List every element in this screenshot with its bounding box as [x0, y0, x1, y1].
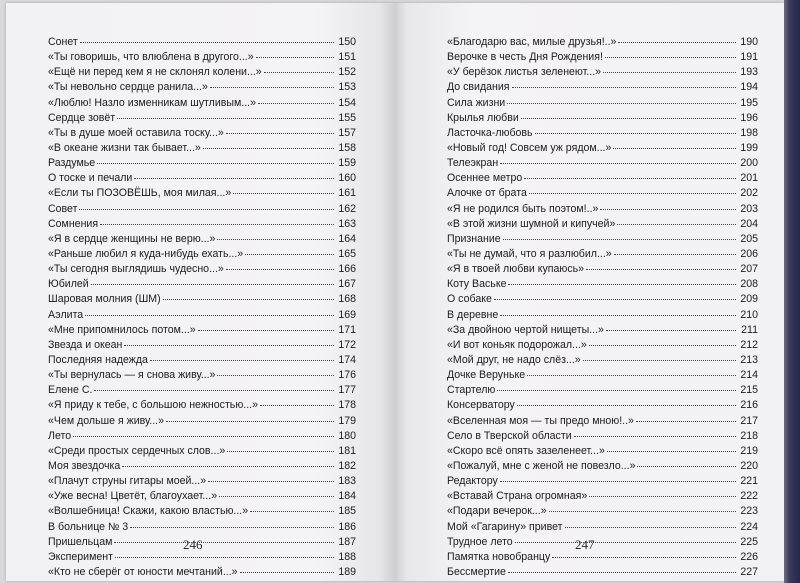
- toc-entry-title: Шаровая молния (ШМ): [48, 293, 161, 306]
- left-page: [6, 3, 395, 581]
- dot-leader: [208, 481, 334, 482]
- dot-leader: [130, 527, 334, 528]
- toc-entry-page: 162: [338, 202, 356, 215]
- toc-entry: [447, 202, 758, 217]
- dot-leader: [134, 178, 334, 179]
- toc-entry-page: 151: [338, 51, 356, 64]
- dot-leader: [117, 118, 334, 119]
- toc-list-right: [447, 35, 758, 580]
- dot-leader: [245, 254, 334, 255]
- toc-entry-page: 171: [338, 323, 356, 336]
- toc-entry: [447, 50, 758, 65]
- toc-entry-page: 176: [338, 369, 356, 382]
- dot-leader: [605, 57, 736, 58]
- dot-leader: [586, 269, 736, 270]
- toc-entry: [48, 353, 356, 368]
- toc-entry: [447, 126, 758, 141]
- toc-entry-page: 177: [338, 384, 356, 397]
- toc-entry: [48, 489, 356, 504]
- toc-entry-title: Верочке в честь Дня Рождения!: [447, 51, 603, 64]
- toc-entry: [447, 232, 758, 247]
- toc-entry-page: 225: [740, 535, 758, 548]
- toc-entry: [48, 414, 356, 429]
- toc-entry-title: Пришельцам: [48, 535, 113, 548]
- toc-entry-page: 210: [740, 308, 758, 321]
- toc-entry-title: «Волшебница! Скажи, какою властью...»: [48, 505, 249, 518]
- toc-entry: [48, 171, 356, 186]
- dot-leader: [122, 466, 334, 467]
- toc-entry-title: Крылья любви: [447, 111, 519, 124]
- dot-leader: [494, 299, 736, 300]
- dot-leader: [226, 133, 334, 134]
- toc-entry: [447, 504, 758, 519]
- dot-leader: [73, 436, 334, 437]
- toc-entry-title: «Ты не думай, что я разлюбил...»: [447, 247, 612, 260]
- toc-entry-page: 195: [740, 96, 758, 109]
- toc-entry-page: 179: [338, 414, 356, 427]
- toc-entry-title: Алочке от брата: [447, 187, 527, 200]
- toc-entry-title: «Ещё ни перед кем я не склонял колени...»: [48, 66, 262, 79]
- toc-entry-page: 152: [338, 66, 356, 79]
- dot-leader: [85, 315, 334, 316]
- toc-entry-page: 214: [740, 369, 758, 382]
- toc-entry-title: Признание: [447, 232, 501, 245]
- dot-leader: [603, 72, 736, 73]
- toc-entry: [48, 186, 356, 201]
- toc-entry-page: 164: [338, 232, 356, 245]
- toc-entry-page: 200: [740, 157, 758, 170]
- dot-leader: [589, 496, 736, 497]
- toc-entry-page: 172: [338, 338, 356, 351]
- dot-leader: [210, 87, 334, 88]
- toc-entry: [447, 96, 758, 111]
- toc-entry-title: «Ты вернулась — я снова живу...»: [48, 369, 216, 382]
- toc-entry-page: 191: [740, 51, 758, 64]
- dot-leader: [233, 193, 334, 194]
- toc-entry: [447, 141, 758, 156]
- toc-entry-page: 155: [338, 111, 356, 124]
- toc-entry: [48, 126, 356, 141]
- toc-entry-page: 174: [338, 353, 356, 366]
- toc-entry: [48, 459, 356, 474]
- toc-entry-page: 226: [740, 550, 758, 563]
- dot-leader: [512, 87, 736, 88]
- toc-entry: [447, 247, 758, 262]
- toc-entry: [447, 565, 758, 580]
- toc-entry-page: 182: [338, 459, 356, 472]
- dot-leader: [217, 239, 334, 240]
- toc-entry: [447, 338, 758, 353]
- toc-entry: [447, 474, 758, 489]
- toc-entry: [447, 186, 758, 201]
- page-number-right: 247: [575, 537, 595, 552]
- toc-entry-title: Сердце зовёт: [48, 111, 116, 124]
- dot-leader: [617, 224, 736, 225]
- toc-entry-page: 160: [338, 172, 356, 185]
- toc-entry-page: 216: [740, 399, 758, 412]
- toc-entry-title: «Люблю! Назло изменникам шутливым...»: [48, 96, 257, 109]
- toc-entry-page: 190: [740, 36, 758, 48]
- toc-entry-page: 167: [338, 278, 356, 291]
- toc-entry-title: Трудное лето: [447, 535, 513, 548]
- toc-entry-page: 194: [740, 81, 758, 94]
- toc-entry: [447, 368, 758, 383]
- toc-entry-title: Осеннее метро: [447, 172, 523, 185]
- toc-entry-title: Телеэкран: [447, 157, 499, 170]
- dot-leader: [637, 466, 736, 467]
- toc-entry: [447, 444, 758, 459]
- toc-entry-title: «Скоро всё опять зазеленеет...»: [447, 444, 605, 457]
- toc-entry-page: 227: [740, 565, 758, 578]
- toc-entry-title: В больнице № 3: [48, 520, 129, 533]
- toc-entry-title: Звезда и океан: [48, 338, 123, 351]
- toc-entry-page: 196: [740, 111, 758, 124]
- right-page: [395, 3, 784, 581]
- book-cover-edge: [784, 0, 800, 583]
- toc-entry: [447, 535, 758, 550]
- dot-leader: [226, 269, 334, 270]
- dot-leader: [240, 572, 334, 573]
- toc-entry-page: 158: [338, 141, 356, 154]
- toc-entry-title: «Пожалуй, мне с женой не повезло...»: [447, 459, 636, 472]
- toc-entry-page: 219: [740, 444, 758, 457]
- dot-leader: [503, 239, 736, 240]
- toc-entry: [447, 277, 758, 292]
- toc-entry-page: 180: [338, 429, 356, 442]
- toc-entry-page: 212: [740, 338, 758, 351]
- toc-entry: [48, 65, 356, 80]
- dot-leader: [260, 405, 334, 406]
- toc-entry-page: 215: [740, 384, 758, 397]
- toc-entry-title: Юбилей: [48, 278, 89, 291]
- toc-entry-page: 188: [338, 550, 356, 563]
- dot-leader: [574, 436, 736, 437]
- toc-entry-page: 220: [740, 459, 758, 472]
- toc-entry: [48, 292, 356, 307]
- toc-entry-page: 187: [338, 535, 356, 548]
- toc-entry-page: 211: [741, 323, 758, 336]
- toc-entry: [48, 429, 356, 444]
- toc-entry-page: 221: [740, 475, 758, 488]
- toc-entry-title: «Раньше любил я куда-нибудь ехать...»: [48, 247, 244, 260]
- toc-entry: [447, 383, 758, 398]
- toc-entry-title: Последняя надежда: [48, 353, 148, 366]
- toc-entry-page: 217: [740, 414, 758, 427]
- dot-leader: [583, 360, 736, 361]
- toc-entry-page: 202: [740, 187, 758, 200]
- toc-entry-page: 206: [740, 247, 758, 260]
- toc-entry-title: Село в Тверской области: [447, 429, 572, 442]
- toc-entry: [48, 398, 356, 413]
- toc-entry-page: 184: [338, 490, 356, 503]
- toc-entry-title: «Среди простых сердечных слов...»: [48, 444, 226, 457]
- toc-entry: [48, 383, 356, 398]
- toc-entry-page: 153: [338, 81, 356, 94]
- dot-leader: [549, 511, 736, 512]
- toc-entry: [447, 398, 758, 413]
- dot-leader: [114, 542, 334, 543]
- toc-entry-title: «Я в твоей любви купаюсь»: [447, 263, 585, 276]
- dot-leader: [607, 451, 736, 452]
- toc-entry: [48, 474, 356, 489]
- toc-entry-title: Раздумье: [48, 157, 96, 170]
- toc-entry-page: 222: [740, 490, 758, 503]
- toc-entry-title: «Мой друг, не надо слёз...»: [447, 353, 581, 366]
- toc-entry: [48, 338, 356, 353]
- dot-leader: [80, 42, 334, 43]
- toc-entry-title: «Мне припомнилось потом...»: [48, 323, 196, 336]
- toc-entry-title: Лето: [48, 429, 72, 442]
- toc-entry: [447, 459, 758, 474]
- toc-entry-title: «Подари вечерок...»: [447, 505, 547, 518]
- toc-entry: [447, 323, 758, 338]
- toc-entry: [447, 308, 758, 323]
- dot-leader: [614, 254, 736, 255]
- toc-entry: [447, 111, 758, 126]
- dot-leader: [97, 163, 334, 164]
- toc-entry: [48, 308, 356, 323]
- toc-entry-page: 203: [740, 202, 758, 215]
- toc-entry-page: 204: [740, 217, 758, 230]
- dot-leader: [500, 315, 736, 316]
- dot-leader: [565, 527, 736, 528]
- dot-leader: [589, 345, 736, 346]
- toc-entry: [48, 520, 356, 535]
- toc-entry: [447, 489, 758, 504]
- toc-entry-page: 181: [338, 444, 356, 457]
- dot-leader: [508, 284, 736, 285]
- toc-entry-title: «У берёзок листья зеленеют...»: [447, 66, 602, 79]
- dot-leader: [618, 42, 736, 43]
- toc-entry-page: 183: [338, 475, 356, 488]
- dot-leader: [515, 542, 736, 543]
- dot-leader: [636, 421, 736, 422]
- toc-entry: [447, 65, 758, 80]
- dot-leader: [100, 224, 334, 225]
- toc-entry: [447, 217, 758, 232]
- toc-entry-page: 218: [740, 429, 758, 442]
- dot-leader: [198, 330, 334, 331]
- toc-entry: [48, 80, 356, 95]
- dot-leader: [79, 209, 334, 210]
- toc-entry-page: 201: [740, 172, 758, 185]
- toc-entry-title: «За двойною чертой нищеты...»: [447, 323, 604, 336]
- toc-entry: [48, 111, 356, 126]
- toc-entry: [48, 50, 356, 65]
- dot-leader: [529, 193, 736, 194]
- toc-entry-page: 161: [338, 187, 356, 200]
- toc-entry-page: 165: [338, 247, 356, 260]
- toc-entry-page: 193: [740, 66, 758, 79]
- dot-leader: [124, 345, 334, 346]
- dot-leader: [527, 375, 736, 376]
- toc-entry: [447, 171, 758, 186]
- toc-entry: [447, 550, 758, 565]
- dot-leader: [500, 481, 736, 482]
- toc-entry-title: Стартелю: [447, 384, 496, 397]
- dot-leader: [552, 557, 736, 558]
- toc-entry: [48, 262, 356, 277]
- toc-entry: [48, 277, 356, 292]
- dot-leader: [219, 496, 334, 497]
- dot-leader: [166, 421, 334, 422]
- toc-entry-title: «В океане жизни так бывает...»: [48, 141, 201, 154]
- toc-entry-page: 209: [740, 293, 758, 306]
- dot-leader: [256, 57, 334, 58]
- toc-entry: [447, 353, 758, 368]
- toc-entry-title: Сила жизни: [447, 96, 506, 109]
- toc-entry-page: 154: [338, 96, 356, 109]
- dot-leader: [535, 133, 736, 134]
- toc-entry-title: «Ты в душе моей оставила тоску...»: [48, 126, 224, 139]
- toc-entry-title: Редактору: [447, 475, 498, 488]
- dot-leader: [264, 72, 334, 73]
- toc-entry-page: 169: [338, 308, 356, 321]
- toc-entry: [447, 520, 758, 535]
- toc-entry-title: О тоске и печали: [48, 172, 133, 185]
- toc-entry: [48, 96, 356, 111]
- dot-leader: [94, 390, 334, 391]
- dot-leader: [500, 163, 736, 164]
- toc-entry-title: До свидания: [447, 81, 510, 94]
- toc-entry-title: Коту Ваське: [447, 278, 507, 291]
- toc-entry: [447, 156, 758, 171]
- toc-entry: [48, 444, 356, 459]
- toc-entry-title: Совет: [48, 202, 78, 215]
- dot-leader: [150, 360, 334, 361]
- toc-entry: [48, 141, 356, 156]
- dot-leader: [606, 330, 736, 331]
- toc-entry-title: «Я приду к тебе, с большою нежностью...»: [48, 399, 258, 412]
- toc-entry: [48, 202, 356, 217]
- toc-entry-title: «Благодарю вас, милые друзья!..»: [447, 36, 617, 48]
- toc-entry-title: В деревне: [447, 308, 499, 321]
- toc-list-left: [48, 35, 356, 580]
- dot-leader: [507, 103, 736, 104]
- toc-entry-page: 168: [338, 293, 356, 306]
- toc-entry-title: Моя звездочка: [48, 459, 121, 472]
- page-number-left: 246: [183, 537, 203, 552]
- toc-entry-title: Мой «Гагарину» привет: [447, 520, 563, 533]
- toc-entry-page: 189: [338, 565, 356, 578]
- toc-entry: [447, 414, 758, 429]
- dot-leader: [497, 390, 736, 391]
- dot-leader: [613, 148, 736, 149]
- toc-entry-title: Ласточка-любовь: [447, 126, 533, 139]
- toc-entry-title: Елене С.: [48, 384, 93, 397]
- toc-entry-page: 159: [338, 157, 356, 170]
- toc-entry-title: Бессмертие: [447, 565, 506, 578]
- dot-leader: [250, 511, 334, 512]
- toc-entry-page: 208: [740, 278, 758, 291]
- toc-entry-title: «Если ты ПОЗОВЁШЬ, моя милая...»: [48, 187, 232, 200]
- toc-entry: [48, 35, 356, 50]
- toc-entry-page: 186: [338, 520, 356, 533]
- toc-entry-title: «Уже весна! Цветёт, благоухает...»: [48, 490, 218, 503]
- dot-leader: [258, 103, 334, 104]
- toc-entry-page: 223: [740, 505, 758, 518]
- dot-leader: [227, 451, 334, 452]
- toc-entry: [447, 292, 758, 307]
- toc-entry-page: 166: [338, 263, 356, 276]
- toc-entry-page: 157: [338, 126, 356, 139]
- toc-entry-page: 205: [740, 232, 758, 245]
- toc-entry-title: Аэлита: [48, 308, 84, 321]
- toc-entry-title: «Новый год! Совсем уж рядом...»: [447, 141, 612, 154]
- toc-entry-page: 185: [338, 505, 356, 518]
- dot-leader: [163, 299, 334, 300]
- toc-entry: [48, 323, 356, 338]
- toc-entry-title: Эксперимент: [48, 550, 113, 563]
- toc-entry: [48, 368, 356, 383]
- toc-entry: [48, 156, 356, 171]
- toc-entry-title: «Кто не сберёг от юности мечтаний...»: [48, 565, 238, 578]
- toc-entry-title: «В этой жизни шумной и кипучей»: [447, 217, 616, 230]
- toc-entry: [447, 35, 758, 50]
- toc-entry-title: «Я в сердце женщины не верю...»: [48, 232, 216, 245]
- dot-leader: [91, 284, 334, 285]
- toc-entry-title: «Ты невольно сердце ранила...»: [48, 81, 208, 94]
- book-spread: [6, 3, 784, 581]
- toc-entry-page: 198: [740, 126, 758, 139]
- toc-entry-page: 163: [338, 217, 356, 230]
- toc-entry-page: 199: [740, 141, 758, 154]
- dot-leader: [217, 375, 334, 376]
- toc-entry-title: «Чем дольше я живу...»: [48, 414, 164, 427]
- toc-entry-title: «Вставай Страна огромная»: [447, 490, 588, 503]
- toc-entry: [447, 80, 758, 95]
- dot-leader: [508, 572, 736, 573]
- toc-entry-title: «Ты сегодня выглядишь чудесно...»: [48, 263, 224, 276]
- toc-entry-title: Дочке Веруньке: [447, 369, 526, 382]
- toc-entry-page: 178: [338, 399, 356, 412]
- toc-entry-title: Сонет: [48, 36, 78, 48]
- toc-entry-title: Сомнения: [48, 217, 99, 230]
- toc-entry: [48, 247, 356, 262]
- toc-entry-title: Консерватору: [447, 399, 515, 412]
- toc-entry: [48, 504, 356, 519]
- toc-entry-title: О собаке: [447, 293, 492, 306]
- toc-entry-title: «И вот коньяк подорожал...»: [447, 338, 587, 351]
- dot-leader: [115, 557, 334, 558]
- toc-entry-page: 213: [740, 353, 758, 366]
- dot-leader: [517, 405, 736, 406]
- dot-leader: [600, 209, 736, 210]
- toc-entry: [447, 429, 758, 444]
- toc-entry-title: Памятка новобранцу: [447, 550, 551, 563]
- dot-leader: [524, 178, 736, 179]
- toc-entry-title: «Вселенная моя — ты предо мною!..»: [447, 414, 634, 427]
- toc-entry: [48, 565, 356, 580]
- toc-entry-page: 207: [740, 263, 758, 276]
- toc-entry-title: «Плачут струны гитары моей...»: [48, 475, 207, 488]
- dot-leader: [203, 148, 334, 149]
- toc-entry: [48, 217, 356, 232]
- toc-entry-title: «Ты говоришь, что влюблена в другого...»: [48, 51, 254, 64]
- toc-entry: [447, 262, 758, 277]
- toc-entry-title: «Я не родился быть поэтом!..»: [447, 202, 599, 215]
- toc-entry-page: 224: [740, 520, 758, 533]
- toc-entry: [48, 232, 356, 247]
- dot-leader: [521, 118, 736, 119]
- toc-entry-page: 150: [338, 36, 356, 48]
